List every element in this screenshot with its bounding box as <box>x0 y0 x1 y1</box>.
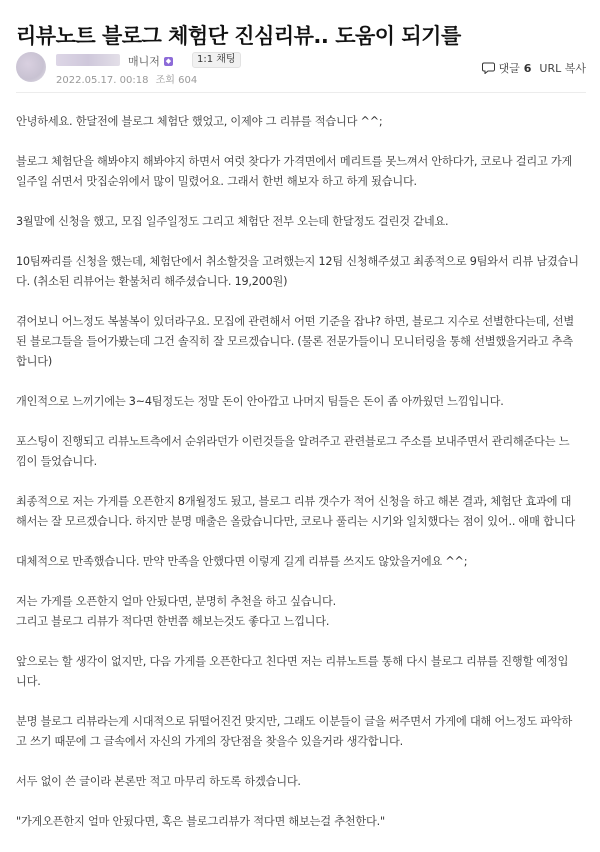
text-line: 겪어보니 어느정도 복불복이 있더라구요. 모집에 관련해서 어떤 기준을 잡냐? 하면, 블로그 지수로 선별한다는데, 선별 <box>16 315 574 328</box>
text-line: 앞으로는 할 생각이 없지만, 다음 가게를 오픈한다고 친다면 저는 리뷰노트를 통해 다시 블로그 리뷰를 진행할 예정입 <box>16 655 569 668</box>
text-line: 최종적으로 저는 가게를 오픈한지 8개월정도 됬고, 블로그 리뷰 갯수가 적어 신청을 하고 해본 결과, 체험단 효과에 대 <box>16 495 572 508</box>
text-line: 니다. <box>16 675 41 688</box>
text-line: 해서는 잘 모르겠습니다. 하지만 분명 매출은 올랐습니다만, 코로나 풀리는 시기와 일치했다는 점이 있어.. 애매 합니다 <box>16 515 575 528</box>
paragraph <box>16 492 582 532</box>
text-line: 포스팅이 진행되고 리뷰노트측에서 순위라던가 이런것들을 알려주고 관련블로그 주소를 보내주면서 관리해준다는 느 <box>16 435 570 448</box>
paragraph <box>16 392 582 412</box>
divider <box>16 92 586 93</box>
text-line: 서두 없이 쓴 글이라 본론만 적고 마무리 하도록 하겠습니다. <box>16 775 301 788</box>
paragraph <box>16 712 582 752</box>
post-meta <box>16 52 586 84</box>
post-body <box>16 112 582 852</box>
avatar[interactable] <box>16 52 46 82</box>
text-line: 3월말에 신청을 했고, 모집 일주일정도 그리고 체험단 전부 오는데 한달정도 걸린것 같네요. <box>16 215 449 228</box>
view-count: 조회 604 <box>155 75 198 86</box>
comment-label: 댓글 <box>498 62 520 75</box>
author-name-blurred[interactable] <box>56 54 120 66</box>
grade-label: 매니저 <box>128 55 160 68</box>
paragraph <box>16 652 582 692</box>
paragraph <box>16 312 582 372</box>
text-line: 일주일 쉬면서 맛집순위에서 많이 밀렸어요. 그래서 한번 해보자 하고 하게 됬습니다. <box>16 175 417 188</box>
text-line: 낌이 들었습니다. <box>16 455 97 468</box>
paragraph <box>16 252 582 292</box>
text-line: 대체적으로 만족했습니다. 만약 만족을 안했다면 이렇게 길게 리뷰를 쓰지도 않았을거에요 ^^; <box>16 555 468 568</box>
text-line: "가게오픈한지 얼마 안됬다면, 혹은 블로그리뷰가 적다면 해보는걸 추천한다." <box>16 815 385 828</box>
member-grade <box>128 53 173 69</box>
chat-button[interactable]: 1:1 채팅 <box>192 52 241 68</box>
url-copy-button[interactable]: URL 복사 <box>539 62 586 75</box>
text-line: 다. (취소된 리뷰어는 환불처리 해주셨습니다. 19,200원) <box>16 275 288 288</box>
paragraph <box>16 152 582 192</box>
paragraph <box>16 812 582 832</box>
text-line: 저는 가게를 오픈한지 얼마 안됬다면, 분명히 추천을 하고 싶습니다. <box>16 595 336 608</box>
post-date: 2022.05.17. 00:18 <box>56 75 149 86</box>
paragraph <box>16 592 582 632</box>
text-line: 그리고 블로그 리뷰가 적다면 한번쯤 해보는것도 좋다고 느낍니다. <box>16 615 330 628</box>
text-line: 분명 블로그 리뷰라는게 시대적으로 뒤떨어진건 맞지만, 그래도 이분들이 글을 써주면서 가게에 대해 어느정도 파악하 <box>16 715 573 728</box>
post-title: 리뷰노트 블로그 체험단 진심리뷰.. 도움이 되기를 <box>16 24 461 48</box>
paragraph <box>16 552 582 572</box>
comment-button[interactable] <box>482 60 532 76</box>
paragraph <box>16 112 582 132</box>
text-line: 된 블로그들을 들어가봤는데 그건 솔직히 잘 모르겠습니다. (물론 전문가들이니 모니터링을 통해 선별했을거라고 추측 <box>16 335 573 348</box>
text-line: 합니다) <box>16 355 52 368</box>
text-line: 블로그 체험단을 해봐야지 해봐야지 하면서 여럿 찾다가 가격면에서 메리트를 못느껴서 안하다가, 코로나 걸리고 가게 <box>16 155 573 168</box>
grade-badge-icon: ◆ <box>165 56 172 65</box>
paragraph <box>16 212 582 232</box>
paragraph <box>16 432 582 472</box>
text-line: 안녕하세요. 한달전에 블로그 체험단 했었고, 이제야 그 리뷰를 적습니다 ^^; <box>16 115 383 128</box>
paragraph <box>16 772 582 792</box>
comment-icon <box>482 62 495 74</box>
post-date-line <box>56 71 201 86</box>
comment-count: 6 <box>523 61 532 75</box>
text-line: 10팀짜리를 신청을 했는데, 체험단에서 취소할것을 고려했는지 12팀 신청해주셨고 최종적으로 9팀와서 리뷰 남겼습니 <box>16 255 579 268</box>
text-line: 고 쓰기 때문에 그 글속에서 자신의 가게의 장단점을 찾을수 있을거라 생각합니다. <box>16 735 403 748</box>
post-actions <box>482 60 587 76</box>
text-line: 개인적으로 느끼기에는 3~4팀정도는 정말 돈이 안아깝고 나머지 팀들은 돈이 좀 아까웠던 느낌입니다. <box>16 395 504 408</box>
